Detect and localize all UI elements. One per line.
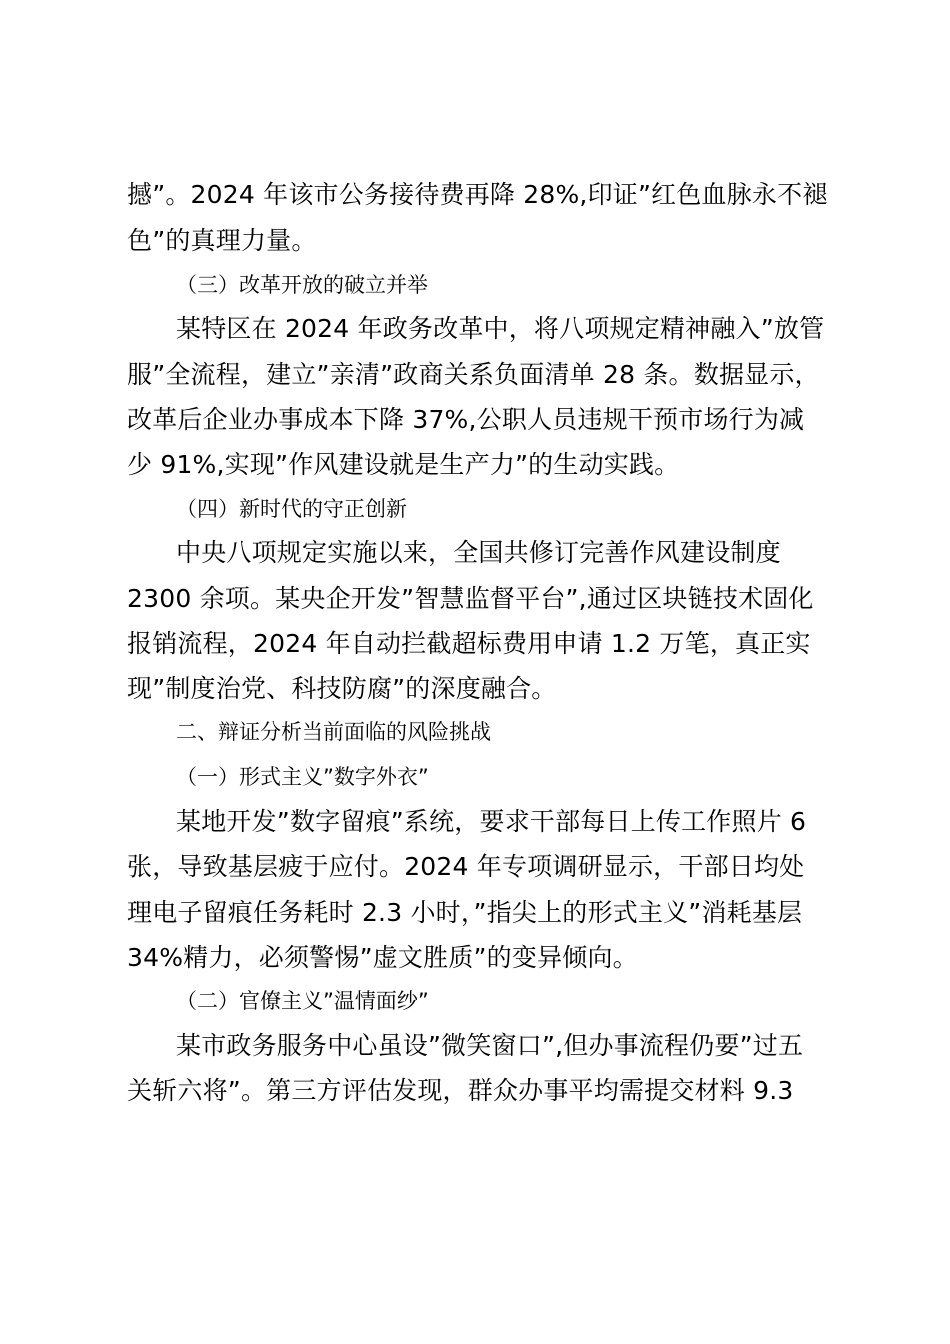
section-heading: （一）形式主义”数字外衣” — [176, 765, 429, 789]
paragraph-line: 色”的真理力量。 — [127, 226, 317, 255]
section-heading: （三）改革开放的破立并举 — [176, 273, 428, 297]
paragraph-line: 2300 余项。某央企开发”智慧监督平台”,通过区块链技术固化 — [127, 584, 814, 613]
section-heading: （四）新时代的守正创新 — [176, 497, 407, 521]
paragraph-line: 服”全流程，建立”亲清”政商关系负面清单 28 条。数据显示， — [127, 360, 820, 389]
paragraph-line: 34%精力，必须警惕”虚文胜质”的变异倾向。 — [127, 943, 638, 972]
paragraph-line: 少 91%,实现”作风建设就是生产力”的生动实践。 — [127, 450, 680, 479]
section-heading: 二、辩证分析当前面临的风险挑战 — [176, 720, 491, 744]
paragraph-line: 撼”。2024 年该市公务接待费再降 28%,印证”红色血脉永不褪 — [127, 180, 828, 209]
paragraph-line: 现”制度治党、科技防腐”的深度融合。 — [127, 674, 557, 703]
paragraph-line: 某特区在 2024 年政务改革中，将八项规定精神融入”放管 — [176, 314, 825, 343]
paragraph-line: 某市政务服务中心虽设”微笑窗口”,但办事流程仍要”过五 — [176, 1031, 804, 1060]
paragraph-line: 改革后企业办事成本下降 37%,公职人员违规干预市场行为减 — [127, 405, 805, 434]
paragraph-line: 报销流程，2024 年自动拦截超标费用申请 1.2 万笔，真正实 — [127, 629, 811, 658]
paragraph-line: 关斩六将”。第三方评估发现，群众办事平均需提交材料 9.3 — [127, 1076, 794, 1105]
paragraph-line: 理电子留痕任务耗时 2.3 小时，”指尖上的形式主义”消耗基层 — [127, 898, 803, 927]
paragraph-line: 张，导致基层疲于应付。2024 年专项调研显示，干部日均处 — [127, 852, 805, 881]
paragraph-line: 某地开发”数字留痕”系统，要求干部每日上传工作照片 6 — [176, 807, 807, 836]
section-heading: （二）官僚主义”温情面纱” — [176, 989, 429, 1013]
paragraph-line: 中央八项规定实施以来，全国共修订完善作风建设制度 — [176, 538, 781, 567]
